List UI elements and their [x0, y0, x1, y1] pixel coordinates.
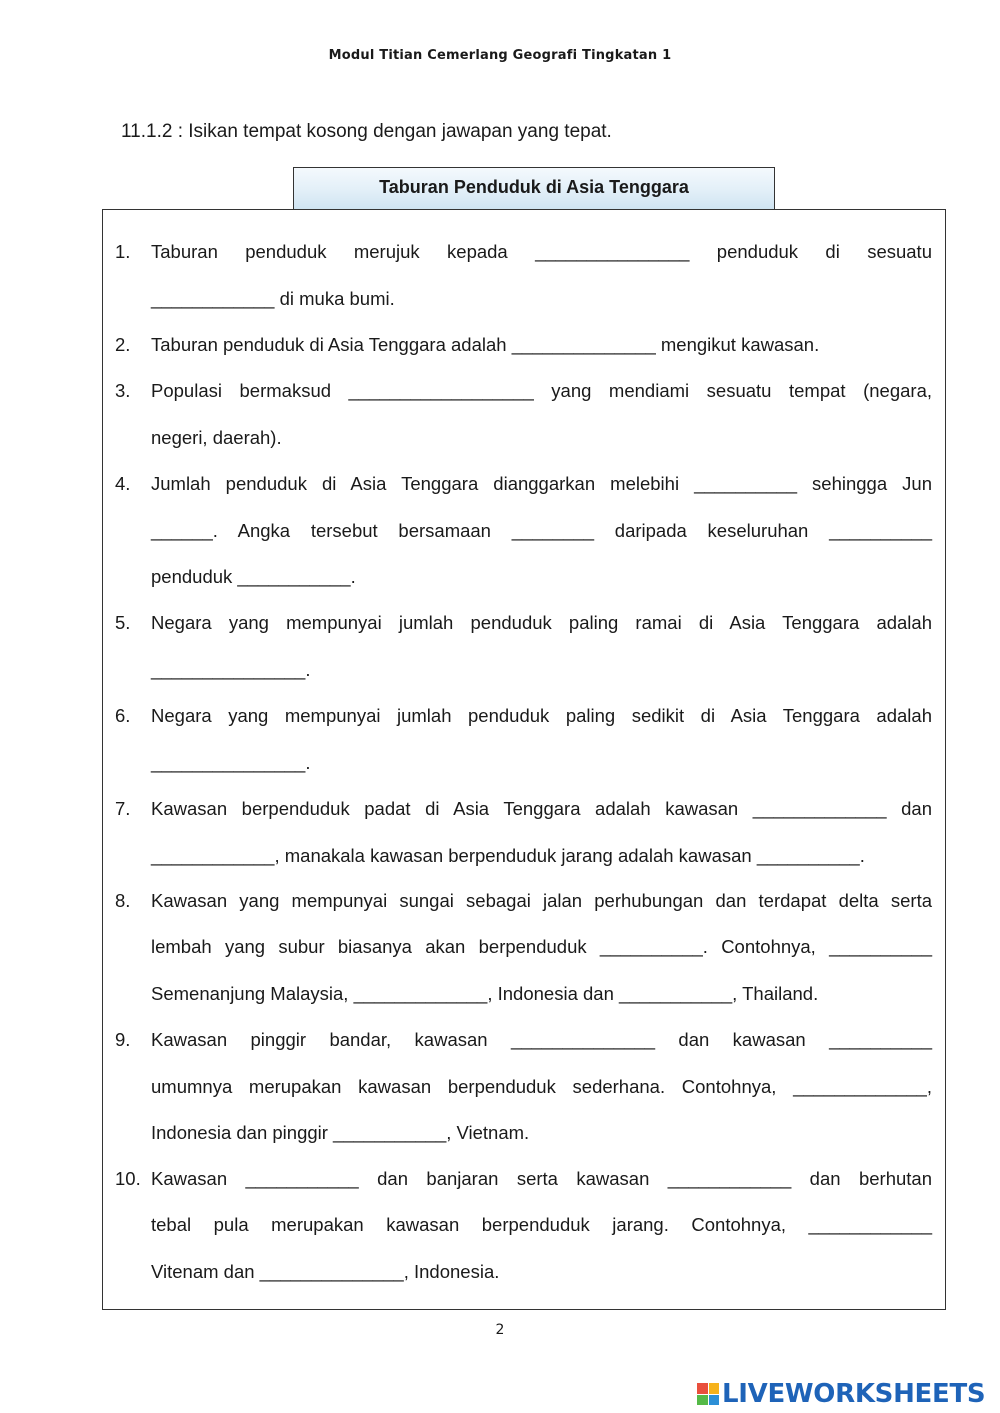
question-number: 6.: [115, 705, 131, 726]
question-number: 1.: [115, 241, 131, 262]
question-line: negeri, daerah).: [151, 427, 282, 448]
question-line: Kawasan berpenduduk padat di Asia Tenggara adalah kawasan _____________ dan: [151, 798, 932, 819]
question-number: 9.: [115, 1029, 131, 1050]
question-line: umumnya merupakan kawasan berpenduduk sederhana. Contohnya, _____________,: [151, 1076, 932, 1097]
question-line: _______________.: [151, 752, 311, 773]
liveworksheets-logo-icon: [697, 1383, 719, 1405]
question-line: ______. Angka tersebut bersamaan ________ daripada keseluruhan __________: [151, 520, 932, 541]
question-line: Jumlah penduduk di Asia Tenggara dianggarkan melebihi __________ sehingga Jun: [151, 473, 932, 494]
question-line: Negara yang mempunyai jumlah penduduk paling sedikit di Asia Tenggara adalah: [151, 705, 932, 726]
question-line: Kawasan yang mempunyai sungai sebagai jalan perhubungan dan terdapat delta serta: [151, 890, 932, 911]
question-line: Kawasan ___________ dan banjaran serta kawasan ____________ dan berhutan: [151, 1168, 932, 1189]
liveworksheets-watermark: [697, 1377, 985, 1411]
question-line: _______________.: [151, 659, 311, 680]
question-line: Negara yang mempunyai jumlah penduduk paling ramai di Asia Tenggara adalah: [151, 612, 932, 633]
question-number: 5.: [115, 612, 131, 633]
instruction-text: 11.1.2 : Isikan tempat kosong dengan jawapan yang tepat.: [121, 121, 612, 142]
question-number: 10.: [115, 1168, 141, 1189]
page-number: 2: [495, 1322, 505, 1338]
page-header-title: Modul Titian Cemerlang Geografi Tingkatan 1: [328, 48, 672, 63]
question-line: Taburan penduduk di Asia Tenggara adalah ______________ mengikut kawasan.: [151, 334, 820, 355]
section-title: Taburan Penduduk di Asia Tenggara: [293, 167, 775, 209]
question-line: penduduk ___________.: [151, 566, 356, 587]
question-number: 7.: [115, 798, 131, 819]
question-number: 2.: [115, 334, 131, 355]
question-line: Kawasan pinggir bandar, kawasan ______________ dan kawasan __________: [151, 1029, 932, 1050]
question-line: Semenanjung Malaysia, _____________, Indonesia dan ___________, Thailand.: [151, 983, 819, 1004]
question-line: Populasi bermaksud __________________ yang mendiami sesuatu tempat (negara,: [151, 380, 932, 401]
question-line: tebal pula merupakan kawasan berpenduduk jarang. Contohnya, ____________: [151, 1214, 932, 1235]
question-line: Taburan penduduk merujuk kepada _______________ penduduk di sesuatu: [151, 241, 932, 262]
question-line: ____________, manakala kawasan berpenduduk jarang adalah kawasan __________.: [151, 845, 865, 866]
question-line: ____________ di muka bumi.: [151, 288, 395, 309]
question-number: 3.: [115, 380, 131, 401]
question-line: Vitenam dan ______________, Indonesia.: [151, 1261, 500, 1282]
question-number: 8.: [115, 890, 131, 911]
brand-name: LIVEWORKSHEETS: [722, 1379, 986, 1409]
question-number: 4.: [115, 473, 131, 494]
question-line: Indonesia dan pinggir ___________, Vietnam.: [151, 1122, 530, 1143]
question-line: lembah yang subur biasanya akan berpenduduk __________. Contohnya, __________: [151, 936, 932, 957]
